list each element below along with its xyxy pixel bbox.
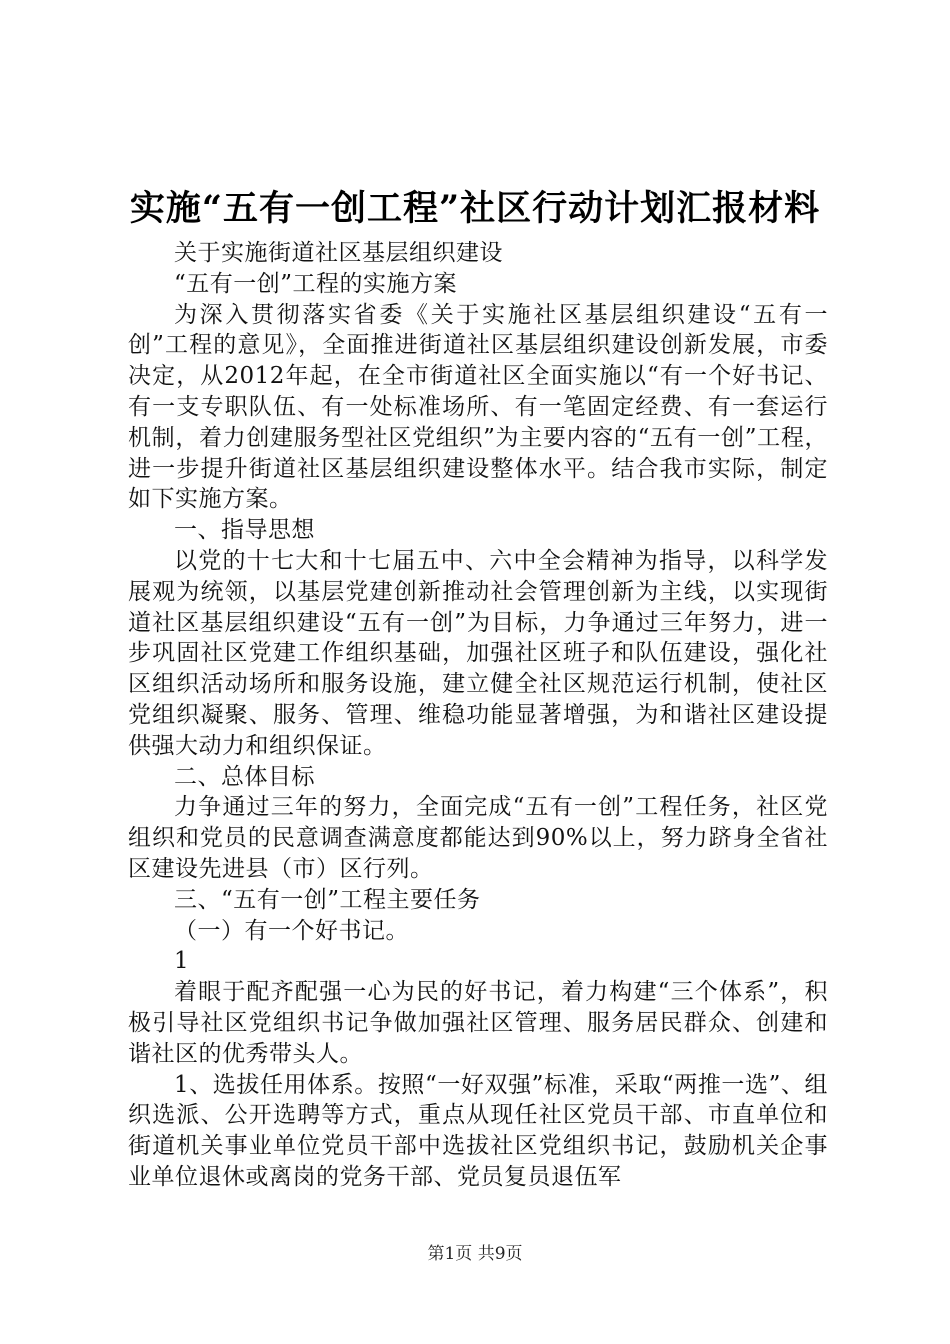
- overall-goal-paragraph: 力争通过三年的努力，全面完成“五有一创”工程任务，社区党组织和党员的民意调查满意度都能达到90%以上，努力跻身全省社区建设先进县（市）区行列。: [128, 794, 828, 882]
- good-secretary-paragraph: 着眼于配齐配强一心为民的好书记，着力构建“三个体系”，积极引导社区党组织书记争做加强社区管理、服务居民群众、创建和谐社区的优秀带头人。: [128, 979, 828, 1067]
- section-heading-1: 一、指导思想: [174, 517, 315, 544]
- guiding-thought-paragraph: 以党的十七大和十七届五中、六中全会精神为指导，以科学发展观为统领，以基层党建创新推动社会管理创新为主线，以实现街道社区基层组织建设“五有一创”为目标，力争通过三年努力，进一步巩固社区党建工作组织基础，加强社区班子和队伍建设，强化社区组织活动场所和服务设施，建立健全社区规范运行机制，使社区党组织凝聚、服务、管理、维稳功能显著增强，为和谐社区建设提供强大动力和组织保证。: [128, 547, 828, 759]
- document-title: 实施“五有一创工程”社区行动计划汇报材料: [129, 188, 821, 229]
- document-body: [128, 238, 828, 1193]
- page-number-marker: 1: [174, 948, 190, 975]
- page-footer: 第1页 共9页: [427, 1244, 523, 1264]
- section-heading-2: 二、总体目标: [174, 763, 315, 790]
- subtitle-line-1: 关于实施街道社区基层组织建设: [174, 240, 503, 266]
- subsection-heading-1: （一）有一个好书记。: [174, 917, 409, 944]
- selection-system-paragraph: 1、选拔任用体系。按照“一好双强”标准，采取“两推一选”、组织选派、公开选聘等方式，重点从现任社区党员干部、市直单位和街道机关事业单位党员干部中选拔社区党组织书记，鼓励机关企事业单位退休或离岗的党务干部、党员复员退伍军: [128, 1071, 828, 1190]
- section-heading-3: 三、“五有一创”工程主要任务: [174, 886, 481, 913]
- subtitle-line-2: “五有一创”工程的实施方案: [174, 270, 458, 297]
- intro-paragraph: 为深入贯彻落实省委《关于实施社区基层组织建设“五有一创”工程的意见》，全面推进街道社区基层组织建设创新发展，市委决定，从2012年起，在全市街道社区全面实施以“有一个好书记、有一支专职队伍、有一处标准场所、有一笔固定经费、有一套运行机制，着力创建服务型社区党组织”为主要内容的“五有一创”工程，进一步提升街道社区基层组织建设整体水平。结合我市实际，制定如下实施方案。: [128, 301, 828, 513]
